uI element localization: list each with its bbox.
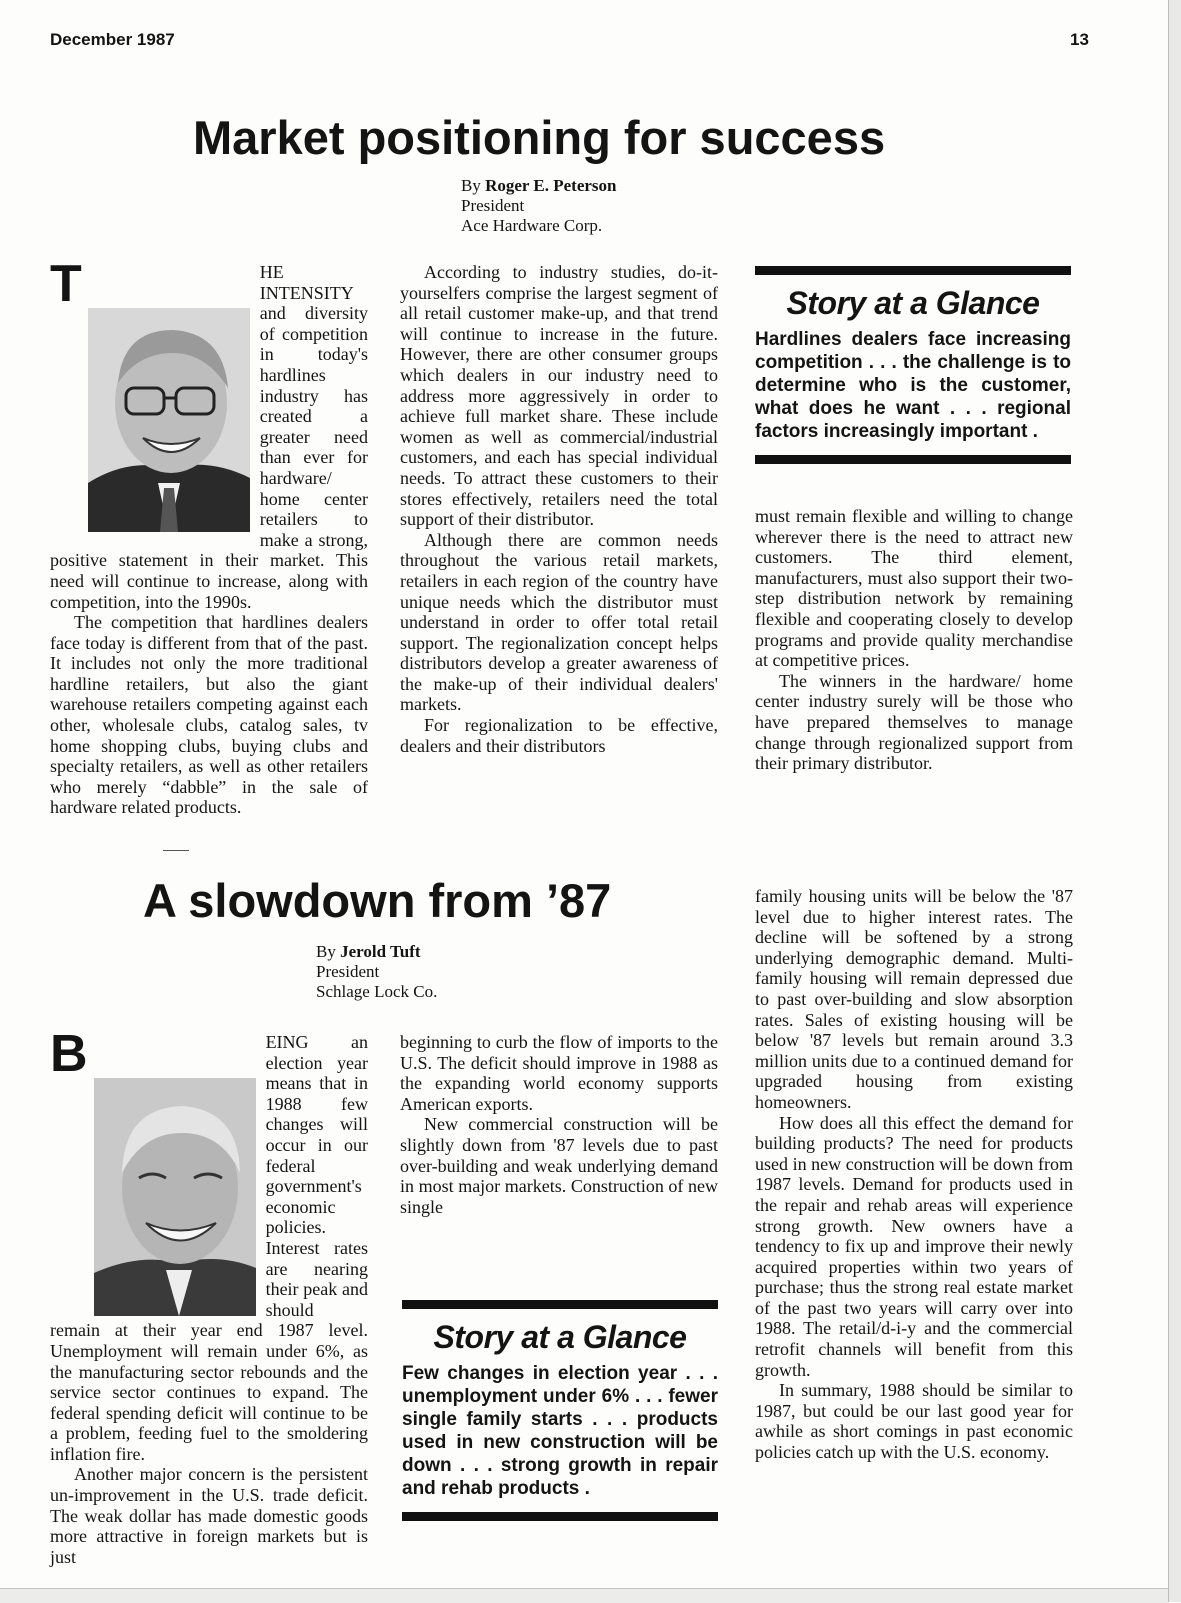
article1-company: Ace Hardware Corp. (461, 216, 603, 235)
glance-text: Hardlines dealers face increasing competition . . . the challenge is to determine who is the customer, what does he want . . . regional factors increasingly important . (755, 329, 1071, 442)
glance-title: Story at a Glance (433, 1319, 687, 1355)
article2-role: President (316, 962, 380, 981)
article1-dropcap: T (50, 255, 82, 313)
article1-column-3: must remain flexible and willing to change wherever there is the need to attract new customers. The third element, manufacturers, must also support their two-step distribution network by remaining flexible and cooperating closely to develop programs and provide quality merchandise at competitive prices. The winners in the hardware/ home center industry surely will be those who have prepared themselves to manage change through regionalized support from their primary distributor. (755, 506, 1073, 774)
article2-column-1: B EING an election year means that in 1988 few changes will occur in our federal government's economic policies. Interest rates are nearing their peak and should remain at their year end 1987 level. Unemployment will remain under 6%, as the manufacturing sector rebounds and the service sector continues to expand. The federal spending deficit will continue to be a problem, feeding fuel to the smoldering inflation fire. Another major concern is the persistent un-improvement in the U.S. trade deficit. The weak dollar has made domestic goods more attractive in foreign markets but is just (50, 1025, 368, 1567)
article1-author-photo (88, 308, 250, 532)
article2-company: Schlage Lock Co. (316, 982, 438, 1001)
article1-title: Market positioning for success (193, 111, 886, 164)
article2-dropcap: B (50, 1025, 88, 1083)
separator-dash (163, 850, 189, 851)
page-number: 13 (1070, 30, 1089, 49)
glance-text: Few changes in election year . . . unemployment under 6% . . . fewer single family starts . . . products used in new construction will be down . . . strong growth in repair and rehab products . (402, 1363, 718, 1499)
article1-column-2: According to industry studies, do-it-yourselfers comprise the largest segment of all retail customer make-up, and that trend will continue to increase in the future. However, there are other consumer groups which dealers in our industry need to address more aggressively in order to achieve full market share. These include women as well as commercial/industrial customers, and each has special individual needs. To attract these customers to their stores effectively, retailers need the total support of their distributor. Although there are common needs throughout the various retail markets, retailers in each region of the country have unique needs which the distributor must understand in order to offer total retail support. The regionalization concept helps distributors develop a greater awareness of the make-up of their individual dealers' markets. For regionalization to be effective, dealers and their distributors (400, 262, 718, 756)
article2-author: Jerold Tuft (340, 942, 421, 961)
article1-byline: By Roger E. Peterson President Ace Hardware Corp. (461, 176, 617, 235)
article2-story-at-a-glance (402, 1300, 718, 1521)
glance-top-rule (755, 266, 1071, 275)
article1-author: Roger E. Peterson (485, 176, 617, 195)
article2-column-2: beginning to curb the flow of imports to the U.S. The deficit should improve in 1988 as the expanding world economy supports American exports. New commercial construction will be slightly down from '87 levels due to past over-building and weak underlying demand in most major markets. Construction of new single (400, 1032, 718, 1217)
article1-column-1: T HE INTENSITY and diversity of competition in today's hardlines industry has created a greater need than ever for hardware/ home center retailers to make a strong, positive statement in their market. This need will continue to increase, along with competition, into the 1990s. The competition that hardlines dealers face today is different from that of the past. It includes not only the more traditional hardline retailers, but also the giant warehouse retailers competing against each other, wholesale clubs, catalog sales, tv home shopping clubs, buying clubs and specialty retailers, as well as other retailers who merely “dabble” in the sale of hardware related products. (50, 255, 368, 818)
article2-byline: By Jerold Tuft President Schlage Lock Co. (316, 942, 438, 1001)
glance-bottom-rule (402, 1512, 718, 1521)
glance-title: Story at a Glance (786, 285, 1040, 321)
article2-column-3: family housing units will be below the '87 level due to higher interest rates. The decline will be softened by a strong underlying demographic demand. Multi-family housing will remain depressed due to past over-building and slow absorption rates. Sales of existing housing will be below '87 levels but remain around 3.3 million units due to a continued demand for upgraded housing from existing homeowners. How does all this effect the demand for building products? The need for products used in new construction will be down from 1987 levels. Demand for products used in the repair and rehab areas will experience strong growth. New owners have a tendency to fix up and improve their newly acquired properties within two years of purchase; thus the strong real estate market of the past two years will carry over into 1988. The retail/d-i-y and the commercial retrofit channels will benefit from this growth. In summary, 1988 should be similar to 1987, but could be our last good year for awhile as short comings in past economic policies catch up with the U.S. economy. (755, 886, 1073, 1463)
glance-bottom-rule (755, 455, 1071, 464)
issue-date: December 1987 (50, 30, 175, 49)
page-edge-right (1168, 0, 1181, 1602)
glance-top-rule (402, 1300, 718, 1309)
article1-role: President (461, 196, 525, 215)
article1-story-at-a-glance (755, 266, 1071, 464)
article2-author-photo (94, 1078, 256, 1316)
page-edge-bottom (0, 1588, 1168, 1603)
article2-title: A slowdown from ’87 (143, 874, 612, 927)
